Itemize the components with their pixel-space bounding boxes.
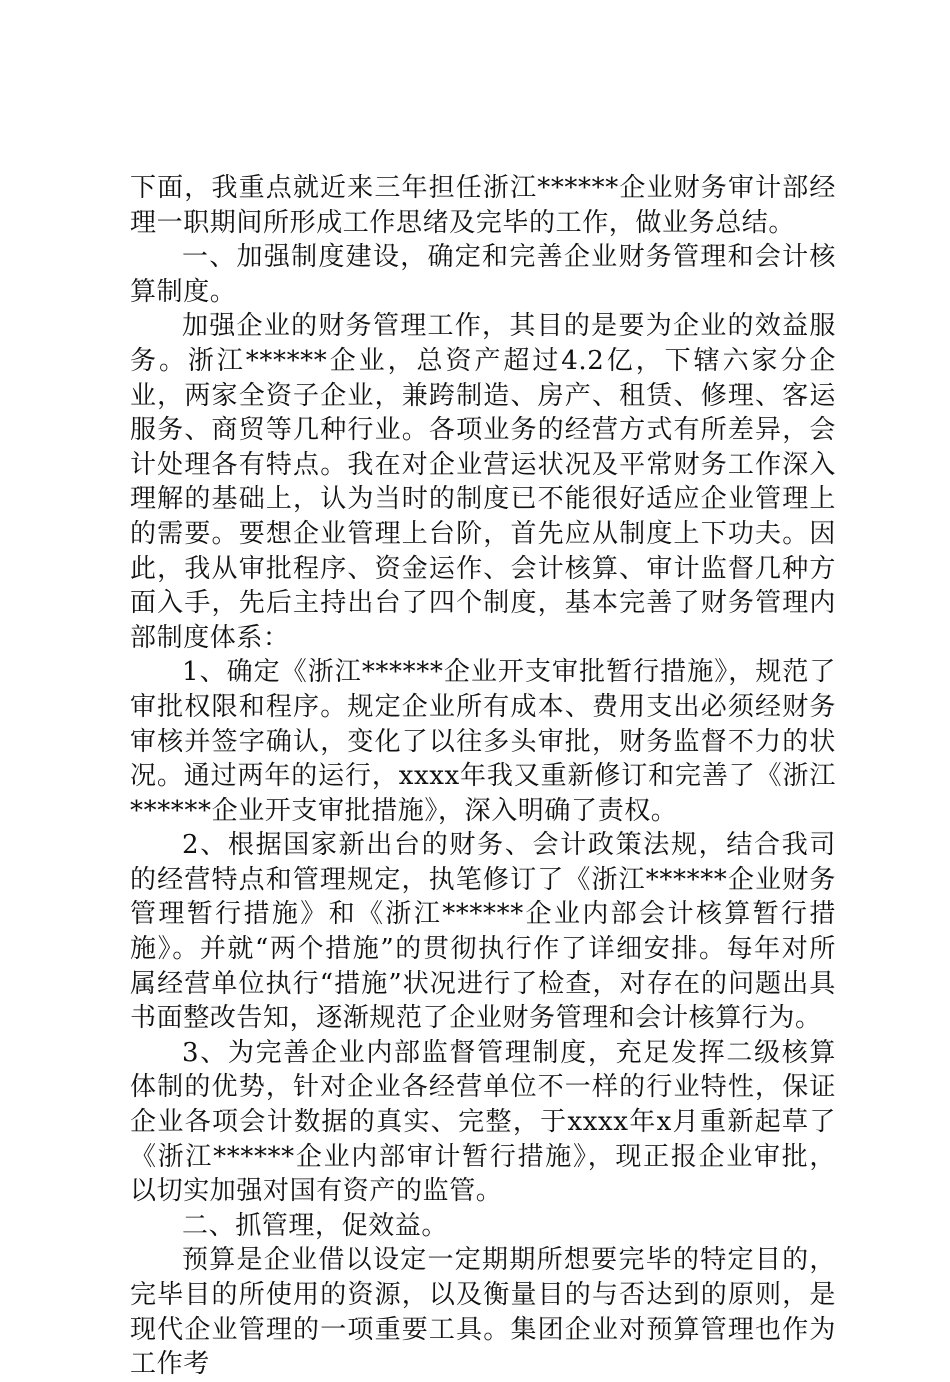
document-body: [130, 171, 836, 1382]
paragraph-budget: 预算是企业借以设定一定期期所想要完毕的特定目的，完毕目的所使用的资源，以及衡量目的与否达到的原则，是现代企业管理的一项重要工具。集团企业对预算管理也作为工作考: [130, 1245, 836, 1380]
paragraph-intro: 下面，我重点就近来三年担任浙江******企业财务审计部经理一职期间所形成工作思绪及完毕的工作，做业务总结。: [130, 173, 836, 238]
list-item-2: 2、根据国家新出台的财务、会计政策法规，结合我司的经营特点和管理规定，执笔修订了《浙江******企业财务管理暂行措施》和《浙江******企业内部会计核算暂行措施》。并就“两个措施”的贯彻执行作了详细安排。每年对所属经营单位执行“措施”状况进行了检查，对存在的问题出具书面整改告知，逐渐规范了企业财务管理和会计核算行为。: [130, 830, 836, 1034]
section-heading-1: 一、加强制度建设，确定和完善企业财务管理和会计核算制度。: [130, 242, 836, 307]
paragraph-body: 加强企业的财务管理工作，其目的是要为企业的效益服务。浙江******企业，总资产超过4.2亿，下辖六家分企业，两家全资子企业，兼跨制造、房产、租赁、修理、客运服务、商贸等几种行业。各项业务的经营方式有所差异，会计处理各有特点。我在对企业营运状况及平常财务工作深入理解的基础上，认为当时的制度已不能很好适应企业管理上的需要。要想企业管理上台阶，首先应从制度上下功夫。因此，我从审批程序、资金运作、会计核算、审计监督几种方面入手，先后主持出台了四个制度，基本完善了财务管理内部制度体系：: [130, 311, 836, 653]
list-item-1: 1、确定《浙江******企业开支审批暂行措施》，规范了审批权限和程序。规定企业所有成本、费用支出必须经财务审核并签字确认，变化了以往多头审批，财务监督不力的状况。通过两年的运行，xxxx年我又重新修订和完善了《浙江******企业开支审批措施》，深入明确了责权。: [130, 657, 836, 826]
list-item-3: 3、为完善企业内部监督管理制度，充足发挥二级核算体制的优势，针对企业各经营单位不一样的行业特性，保证企业各项会计数据的真实、完整，于xxxx年x月重新起草了《浙江******企业内部审计暂行措施》，现正报企业审批，以切实加强对国有资产的监管。: [130, 1037, 836, 1207]
section-heading-2: 二、抓管理，促效益。: [182, 1210, 449, 1241]
